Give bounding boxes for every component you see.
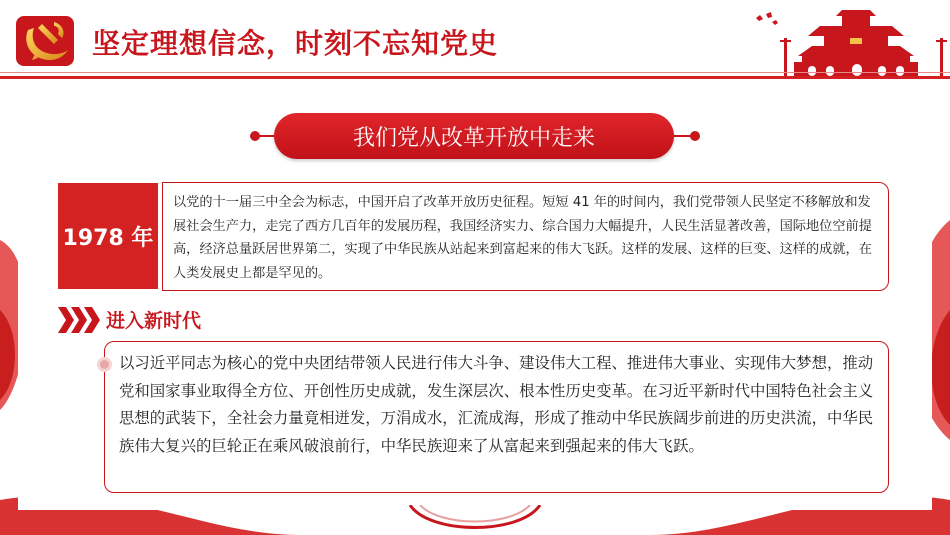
page-title: 坚定理想信念，时刻不忘知党史 <box>92 27 499 60</box>
new-era-text-box: 以习近平同志为核心的党中央团结带领人民进行伟大斗争、建设伟大工程、推进伟大事业、实现伟大梦想，推动党和国家事业取得全方位、开创性历史成就，发生深层次、根本性历史变革。在习近平新时代中国特色社会主义思想的武装下，全社会力量竟相迸发，万涓成水，汇流成海，形成了推动中华民族阔步前进的历史洪流，中华民族伟大复兴的巨轮正在乘风破浪前行，中华民族迎来了从富起来到强起来的伟大飞跃。 <box>104 341 889 493</box>
new-era-heading: 进入新时代 <box>106 310 202 332</box>
year-badge: 1978 年 <box>58 183 158 289</box>
pill-dot-right <box>690 131 700 141</box>
bottom-arc-decor <box>400 505 550 535</box>
bullet-ring-icon <box>97 357 112 372</box>
section-title-pill: 我们党从改革开放中走来 <box>274 113 674 159</box>
header-bar <box>0 0 950 80</box>
chevron-triple-icon <box>58 307 100 333</box>
tiananmen-gate-icon <box>742 4 950 76</box>
header-divider <box>0 76 950 79</box>
header-divider-thin <box>0 72 950 73</box>
party-emblem-icon <box>14 8 84 72</box>
reform-text-box: 以党的十一届三中全会为标志，中国开启了改革开放历史征程。短短 41 年的时间内，我们党带领人民坚定不移解放和发展社会生产力，走完了西方几百年的发展历程，我国经济实力、综合国力大幅提升，人民生活显著改善，国际地位空前提高，经济总量跃居世界第二，实现了中华民族从站起来到富起来的伟大飞跃。这样的发展、这样的巨变、这样的成就，在人类发展史上都是罕见的。 <box>162 182 889 291</box>
